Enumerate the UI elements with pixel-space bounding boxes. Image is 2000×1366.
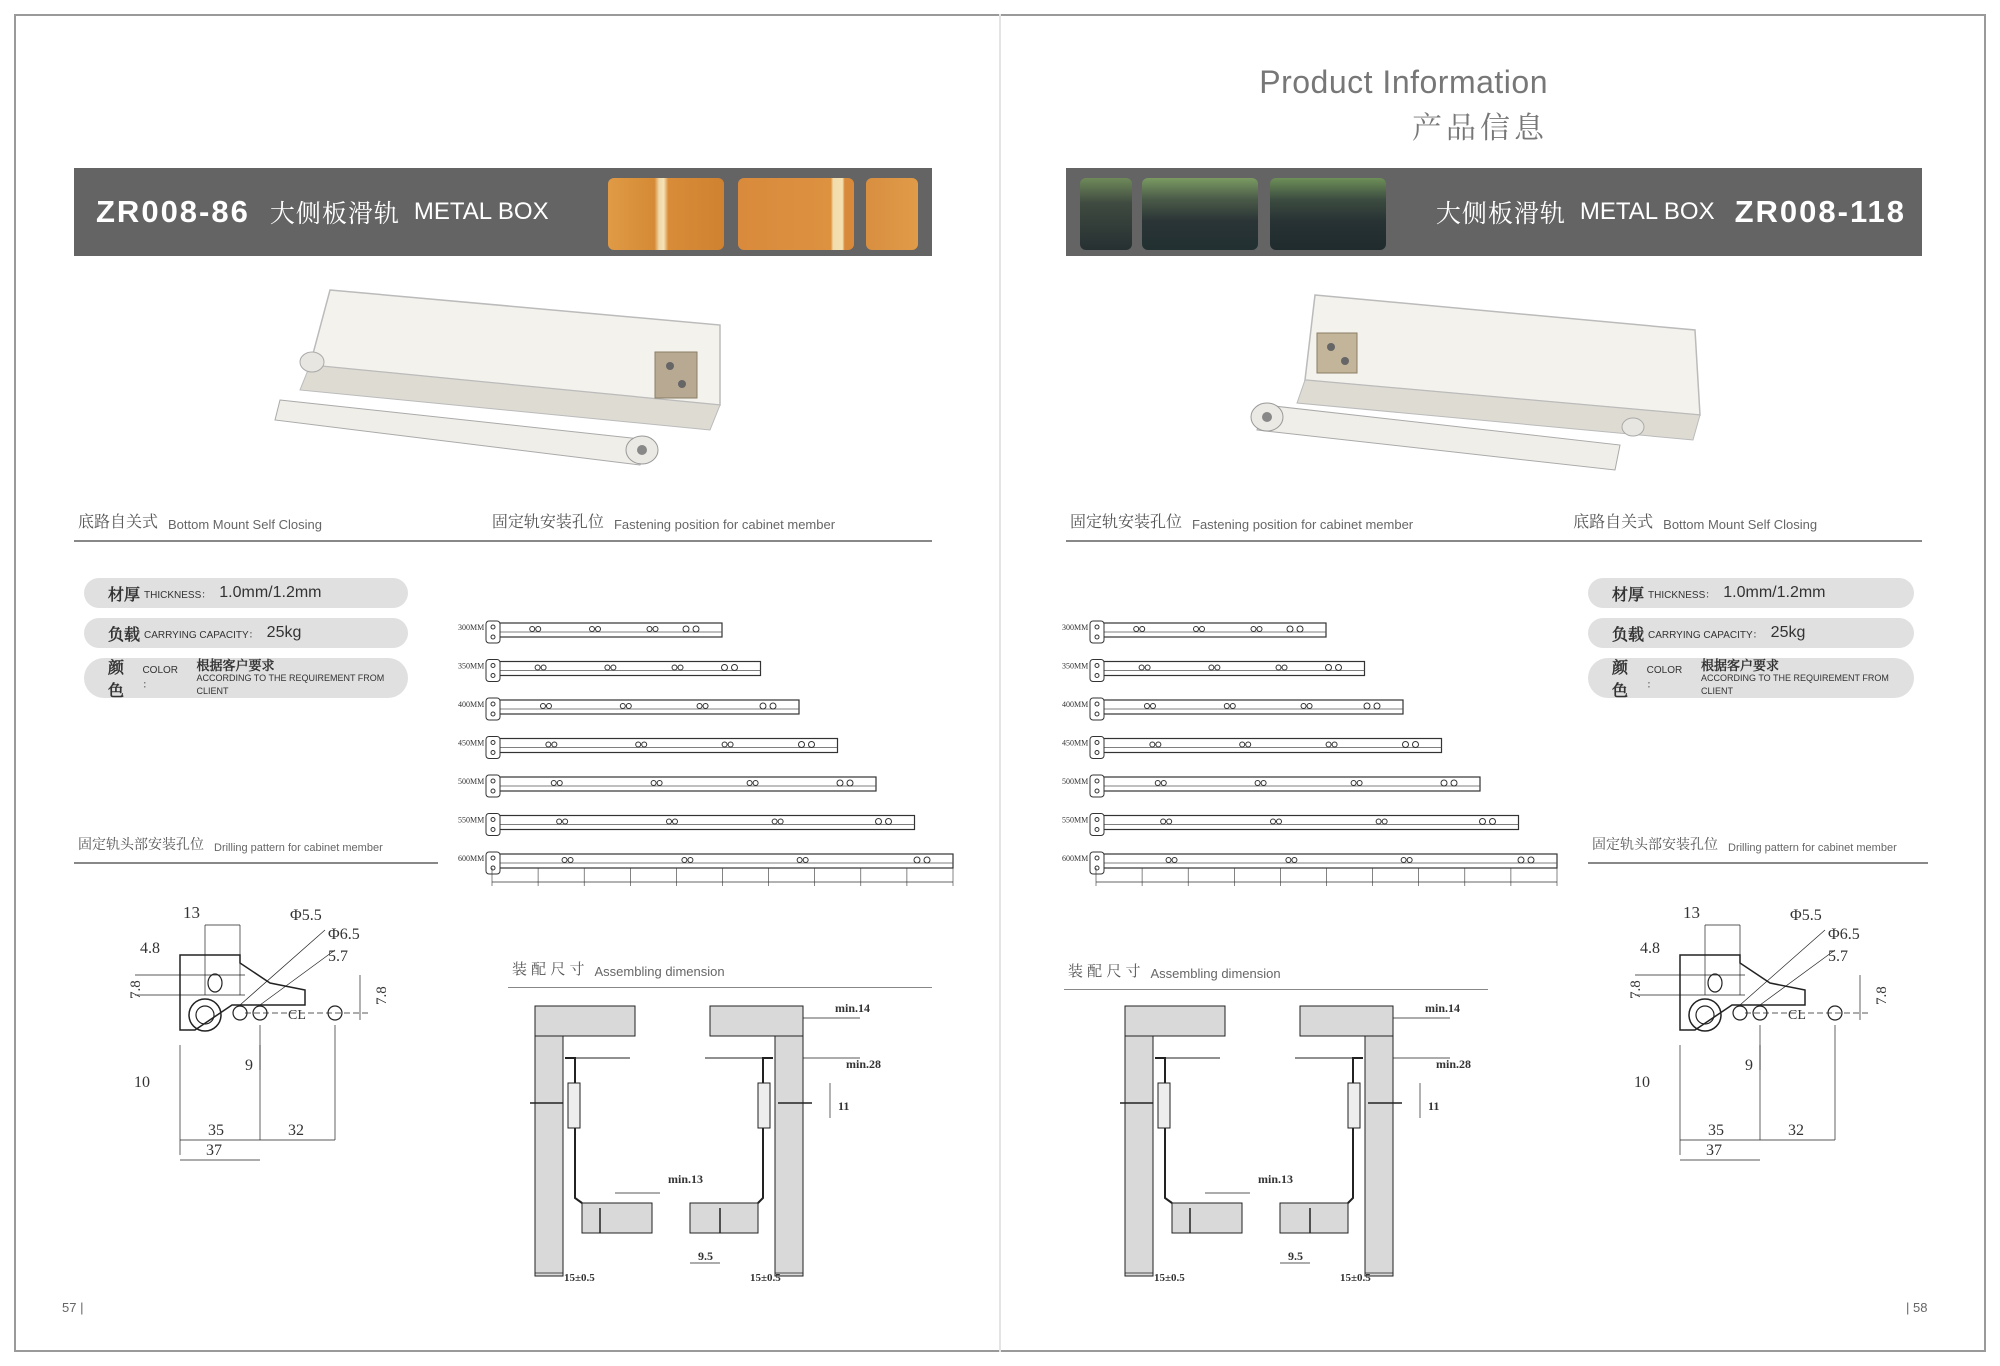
rail-end-cap: [1090, 698, 1104, 720]
dim-78-right: 7.8: [374, 986, 390, 1005]
left-caption-row: [74, 512, 932, 542]
rail-length-label: 500MM: [458, 777, 485, 786]
dim-cl: CL: [288, 1008, 306, 1023]
dim-15-left: 15±0.5: [564, 1272, 595, 1284]
rail-6: [486, 852, 953, 886]
rail-end-cap: [486, 737, 500, 759]
left-page-number: 57 |: [62, 1300, 84, 1315]
wood-swatch-2: [738, 178, 854, 250]
right-caption2-en: Bottom Mount Self Closing: [1663, 517, 1818, 532]
spec-thickness-en: THICKNESS：: [144, 589, 212, 601]
dim-9: 9: [1745, 1057, 1753, 1074]
spec-thickness-value: 1.0mm/1.2mm: [1723, 584, 1826, 601]
cabinet-top-left: [535, 1006, 635, 1036]
rail-body: [492, 777, 876, 791]
spec-color-value-cn: 根据客户要求: [1700, 657, 1779, 673]
rail-body: [1096, 854, 1557, 868]
right-caption1-cn: 固定轨安装孔位: [1070, 514, 1183, 531]
drawer-bottom-right: [690, 1203, 758, 1233]
right-spec-color: [1588, 658, 1914, 698]
right-product-name-cn: 大侧板滑轨: [1435, 200, 1566, 228]
dim-15-right: 15±0.5: [750, 1272, 781, 1284]
rail-1: [486, 660, 761, 682]
dim-13: 13: [1683, 903, 1700, 922]
dim-32: 32: [1788, 1122, 1804, 1139]
hole-55: [233, 1006, 247, 1020]
main-hole-inner: [196, 1006, 214, 1024]
drawer-side-left: [565, 1058, 582, 1203]
dim-48: 4.8: [1640, 940, 1660, 957]
spec-color-cn: 颜色: [108, 660, 125, 700]
spec-color-value-en: ACCORDING TO THE REQUIREMENT FROM CLIENT: [1700, 672, 1889, 696]
rail-length-label: 300MM: [458, 623, 485, 632]
slot-hole: [208, 974, 222, 992]
right-spec-capacity: [1588, 618, 1914, 648]
right-product-header: [1066, 168, 1922, 256]
rail-body: [492, 816, 915, 830]
rail-end-cap: [486, 852, 500, 874]
right-product-image: [1245, 285, 1705, 485]
rail-body: [492, 623, 722, 637]
rail-end-cap: [1090, 737, 1104, 759]
kitchen-photo-3: [1270, 178, 1386, 250]
left-caption1-cn: 底路自关式: [78, 514, 159, 531]
right-product-code: ZR008-118: [1734, 194, 1906, 229]
rail-body: [1096, 700, 1403, 714]
rail-end-cap: [486, 775, 500, 797]
left-rail-length-chart: [440, 615, 960, 905]
leader-line: [1740, 930, 1825, 1005]
spec-thickness-cn: 材厚: [1612, 586, 1645, 604]
right-assembly-caption: [1064, 960, 1488, 990]
spec-color-en: COLOR ：: [142, 665, 179, 691]
right-caption-row: [1066, 512, 1922, 542]
spec-capacity-value: 25kg: [1770, 624, 1806, 641]
rail-body: [1096, 662, 1365, 676]
rail-length-label: 450MM: [458, 738, 485, 748]
rail-length-label: 550MM: [1062, 815, 1089, 825]
drawer-side-right: [1348, 1058, 1363, 1203]
rail-length-label: 600MM: [458, 854, 485, 863]
wood-swatch-3: [866, 178, 918, 250]
left-caption2-en: Fastening position for cabinet member: [613, 517, 836, 532]
dim-min28: min.28: [1436, 1057, 1472, 1071]
spec-thickness-en: THICKNESS：: [1648, 589, 1716, 601]
spec-capacity-value: 25kg: [266, 624, 302, 641]
left-spec-capacity: [84, 618, 408, 648]
slide-right: [758, 1083, 770, 1128]
left-drilling-pattern: [120, 895, 420, 1165]
rail-end-cap: [1090, 852, 1104, 874]
right-drill-caption: [1588, 834, 1928, 864]
dim-10: 10: [1634, 1074, 1650, 1091]
spec-color-value-en: ACCORDING TO THE REQUIREMENT FROM CLIENT: [196, 672, 385, 696]
section-title-en: Product Information: [1259, 64, 1548, 100]
rail-length-label: 300MM: [1062, 623, 1089, 632]
rail-body: [492, 854, 953, 868]
dim-78-right: 7.8: [1874, 986, 1890, 1005]
right-caption2-cn: 底路自关式: [1573, 514, 1654, 531]
bracket-outline: [180, 955, 305, 1030]
rail-end-cap: [1090, 775, 1104, 797]
dim-phi55: Φ5.5: [290, 907, 322, 924]
dim-min13: min.13: [668, 1172, 704, 1186]
rail-length-label: 450MM: [1062, 738, 1089, 748]
spec-capacity-cn: 负载: [1612, 626, 1645, 644]
slide-left: [568, 1083, 580, 1128]
cabinet-top-right: [710, 1006, 803, 1036]
dim-32: 32: [288, 1122, 304, 1139]
right-assembly-diagram: [1110, 998, 1490, 1288]
rail-end-cap: [1090, 621, 1104, 643]
rail-4: [486, 775, 876, 797]
left-assembly-caption: [508, 958, 932, 988]
left-product-header: [74, 168, 932, 256]
right-product-name-en: METAL BOX: [1579, 198, 1715, 225]
drawer-side-left: [1155, 1058, 1172, 1203]
dim-15-left: 15±0.5: [1154, 1272, 1185, 1284]
left-product-name-cn: 大侧板滑轨: [269, 200, 400, 228]
cabinet-side-left: [1125, 1006, 1153, 1276]
rail-0: [1090, 621, 1326, 643]
right-drill-en: Drilling pattern for cabinet member: [1728, 842, 1897, 854]
dim-95: 9.5: [698, 1249, 713, 1263]
dim-78-left: 7.8: [128, 980, 144, 999]
rail-length-label: 350MM: [1062, 661, 1089, 671]
dim-min14: min.14: [1425, 1001, 1461, 1015]
bracket-outline: [1680, 955, 1805, 1030]
wood-swatch-1: [608, 178, 724, 250]
dim-48: 4.8: [140, 940, 160, 957]
left-assembly-cn: 装 配 尺 寸: [512, 961, 585, 978]
dim-95: 9.5: [1288, 1249, 1303, 1263]
rail-length-label: 500MM: [1062, 777, 1089, 786]
drawer-bottom-left: [582, 1203, 652, 1233]
book-spine: [999, 14, 1001, 1352]
left-product-code: ZR008-86: [96, 194, 250, 229]
dim-9: 9: [245, 1057, 253, 1074]
rail-end-cap: [486, 660, 500, 682]
dim-10: 10: [134, 1074, 150, 1091]
rail-length-label: 550MM: [458, 815, 485, 825]
right-assembly-cn: 装 配 尺 寸: [1068, 963, 1141, 980]
spec-color-en: COLOR ：: [1646, 665, 1683, 691]
dim-78-left: 7.8: [1628, 980, 1644, 999]
rail-5: [1090, 814, 1519, 836]
left-drill-caption: [74, 834, 438, 864]
main-hole-inner: [1696, 1006, 1714, 1024]
drawer-side-right: [758, 1058, 773, 1203]
dim-37: 37: [206, 1142, 222, 1159]
rail-end-cap: [486, 621, 500, 643]
dim-min28: min.28: [846, 1057, 882, 1071]
rail-end-cap: [1090, 660, 1104, 682]
cabinet-side-left: [535, 1006, 563, 1276]
dim-15-right: 15±0.5: [1340, 1272, 1371, 1284]
rail-0: [486, 621, 722, 643]
rail-length-label: 400MM: [1062, 700, 1089, 709]
rail-length-label: 600MM: [1062, 854, 1089, 863]
section-title-cn: 产品信息: [1412, 112, 1548, 145]
dim-phi55: Φ5.5: [1790, 907, 1822, 924]
kitchen-photo-1: [1080, 178, 1132, 250]
drawer-bottom-left: [1172, 1203, 1242, 1233]
dim-cl: CL: [1788, 1008, 1806, 1023]
cabinet-side-right: [1365, 1006, 1393, 1276]
rail-body: [492, 700, 799, 714]
left-caption2-cn: 固定轨安装孔位: [491, 514, 604, 531]
right-drilling-pattern: [1620, 895, 1920, 1165]
left-spec-color: [84, 658, 408, 698]
kitchen-photo-2: [1142, 178, 1258, 250]
dim-11: 11: [838, 1099, 850, 1113]
rail-3: [486, 737, 838, 759]
dim-57: 5.7: [1828, 948, 1848, 965]
right-caption1-en: Fastening position for cabinet member: [1192, 517, 1414, 532]
rail-2: [486, 698, 799, 720]
slot-hole: [1708, 974, 1722, 992]
rail-3: [1090, 737, 1442, 759]
right-assembly-en: Assembling dimension: [1150, 966, 1281, 981]
section-title: [1259, 64, 1548, 147]
spec-capacity-en: CARRYING CAPACITY：: [1648, 629, 1763, 641]
slide-right: [1348, 1083, 1360, 1128]
rail-2: [1090, 698, 1403, 720]
rail-end-cap: [1090, 814, 1104, 836]
rail-end-cap: [486, 698, 500, 720]
dim-13: 13: [183, 903, 200, 922]
spec-capacity-en: CARRYING CAPACITY：: [144, 629, 259, 641]
dim-11: 11: [1428, 1099, 1440, 1113]
rail-4: [1090, 775, 1480, 797]
dim-min14: min.14: [835, 1001, 871, 1015]
dim-35: 35: [1708, 1122, 1724, 1139]
left-assembly-diagram: [520, 998, 900, 1288]
left-product-name-en: METAL BOX: [413, 198, 549, 225]
dim-57: 5.7: [328, 948, 348, 965]
right-spec-thickness: [1588, 578, 1914, 608]
slide-left: [1158, 1083, 1170, 1128]
rail-body: [1096, 739, 1442, 753]
rail-body: [1096, 816, 1519, 830]
dim-35: 35: [208, 1122, 224, 1139]
rail-6: [1090, 852, 1557, 886]
left-drill-cn: 固定轨头部安装孔位: [78, 836, 204, 852]
right-page-number: | 58: [1906, 1300, 1928, 1315]
spec-color-value-cn: 根据客户要求: [196, 657, 275, 673]
left-assembly-en: Assembling dimension: [594, 964, 725, 979]
rail-body: [1096, 623, 1326, 637]
cabinet-top-right: [1300, 1006, 1393, 1036]
rail-5: [486, 814, 915, 836]
rail-1: [1090, 660, 1365, 682]
dim-phi65: Φ6.5: [1828, 926, 1860, 943]
rail-body: [492, 739, 838, 753]
dim-phi65: Φ6.5: [328, 926, 360, 943]
leader-line: [240, 930, 325, 1005]
dim-min13: min.13: [1258, 1172, 1294, 1186]
drawer-bottom-right: [1280, 1203, 1348, 1233]
right-rail-length-chart: [1044, 615, 1564, 905]
spec-capacity-cn: 负载: [108, 626, 141, 644]
left-caption1-en: Bottom Mount Self Closing: [168, 517, 322, 532]
rail-length-label: 400MM: [458, 700, 485, 709]
rail-body: [1096, 777, 1480, 791]
spec-thickness-value: 1.0mm/1.2mm: [219, 584, 322, 601]
right-drill-cn: 固定轨头部安装孔位: [1592, 836, 1718, 852]
spec-color-cn: 颜色: [1612, 660, 1629, 700]
rail-length-label: 350MM: [458, 661, 485, 671]
left-spec-thickness: [84, 578, 408, 608]
rail-body: [492, 662, 761, 676]
rail-end-cap: [486, 814, 500, 836]
cabinet-top-left: [1125, 1006, 1225, 1036]
cabinet-side-right: [775, 1006, 803, 1276]
left-drill-en: Drilling pattern for cabinet member: [214, 842, 383, 854]
left-product-image: [270, 280, 730, 480]
spec-thickness-cn: 材厚: [108, 586, 141, 604]
dim-37: 37: [1706, 1142, 1722, 1159]
hole-55: [1733, 1006, 1747, 1020]
